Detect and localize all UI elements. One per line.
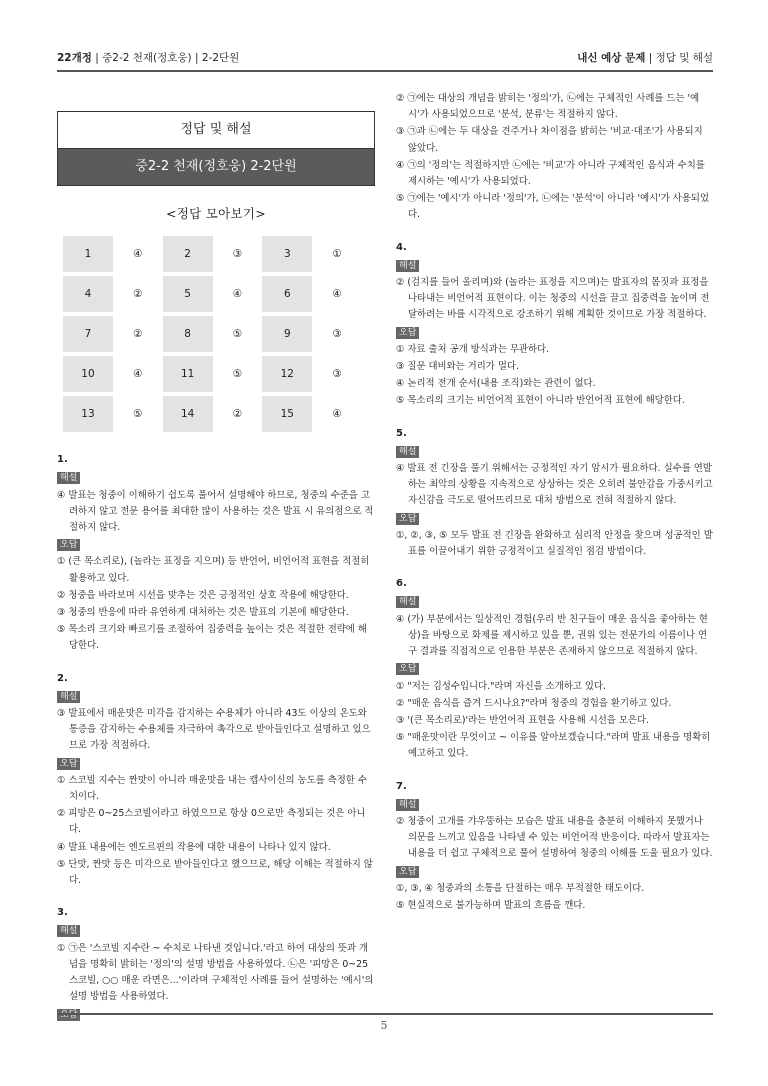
question-number-cell: 4 — [63, 274, 113, 314]
answer-row — [63, 354, 362, 394]
question-number: 3. — [57, 907, 68, 919]
answer-cell: ⑤ — [213, 314, 263, 354]
footer-divider — [57, 1013, 713, 1015]
answer-cell: ① — [312, 236, 362, 274]
answer-cell: ⑤ — [113, 394, 163, 434]
question-number-cell: 6 — [262, 274, 312, 314]
section-tag: 해설 — [396, 446, 419, 458]
header-section: 내신 예상 문제 — [577, 52, 646, 64]
header-edition: 22개정 — [57, 52, 92, 64]
answer-cell: ④ — [113, 354, 163, 394]
section-tag: 오답 — [396, 663, 419, 675]
question-number: 2. — [57, 672, 68, 684]
section-tag: 오답 — [396, 513, 419, 525]
explanation-item: ② (검지를 들어 올리며)와 (놀라는 표정을 지으며)는 발표자의 몸짓과 표정을 나타내는 비언어적 표현이다. 이는 청중의 시선을 끌고 집중력을 높이며 전달하려는 바를 시각적으로 강조하기 위해 계획한 것이므로 가장 적절하다. — [396, 277, 710, 321]
answer-cell: ④ — [312, 394, 362, 434]
page-header — [57, 48, 713, 70]
section-tag: 오답 — [57, 758, 80, 770]
explanation-item: ① (큰 목소리로), (놀라는 표정을 지으며) 등 반언어, 비언어적 표현을 적절히 활용하고 있다. — [57, 556, 370, 584]
question-number-cell: 14 — [163, 394, 213, 434]
summary-title: <정답 모아보기> — [165, 206, 267, 221]
explanation-item: ⑤ 단맛, 짠맛 등은 미각으로 받아들인다고 했으므로, 해당 이해는 적절하지 않다. — [57, 858, 373, 887]
q3-continuation — [396, 91, 714, 224]
header-course: | 중2-2 천재(정호웅) | 2-2단원 — [91, 52, 240, 64]
section-tag: 해설 — [396, 799, 419, 811]
question-number: 7. — [396, 780, 407, 792]
question-number-cell: 2 — [163, 236, 213, 274]
question-number: 1. — [57, 454, 68, 466]
answer-cell: ③ — [213, 236, 263, 274]
explanation-item: ① "저는 김성수입니다."라며 자신을 소개하고 있다. — [396, 680, 606, 692]
right-column — [396, 90, 714, 915]
answer-cell: ⑤ — [213, 354, 263, 394]
explanation-item: ⑤ 목소리 크기와 빠르기를 조절하여 집중력을 높이는 것은 적절한 전략에 해당한다. — [57, 624, 367, 652]
answer-cell: ④ — [312, 274, 362, 314]
explanation-item: ④ 발표 내용에는 엔도르핀의 작용에 대한 내용이 나타나 있지 않다. — [57, 841, 331, 853]
question-number-cell: 10 — [63, 354, 113, 394]
explanation-item: ④ 발표는 청중이 이해하기 쉽도록 풀어서 설명해야 하므로, 청중의 수준을 고려하지 않고 전문 용어를 최대한 많이 사용하는 것은 발표 시 유의점으로 적절하지 않다. — [57, 489, 374, 534]
left-column — [57, 84, 375, 1023]
explanation-item: ① 자료 출처 공개 방식과는 무관하다. — [396, 343, 550, 355]
question-explanation — [396, 240, 714, 410]
explanation-item: ④ 발표 전 긴장을 풀기 위해서는 긍정적인 자기 암시가 필요하다. 실수를 연발하는 최악의 상황을 지속적으로 상상하는 것은 오히려 불안감을 가중시키고 자신감을 극도로 떨어뜨리므로 대처 방법으로 전혀 적절하지 않다. — [396, 463, 713, 507]
section-tag: 해설 — [57, 472, 80, 484]
question-number: 5. — [396, 427, 407, 439]
question-number-cell: 15 — [262, 394, 312, 434]
explanation-item: ① ㉠은 '스코빌 지수란 ~ 수치로 나타낸 것입니다.'라고 하여 대상의 뜻과 개념을 명확히 밝히는 '정의'의 설명 방법을 사용하였다. ㉡은 '피망은 0~25스코빌, ○○ 매운 라면은...'이라며 구체적인 사례를 들어 설명하는 '예시'의 설명 방법을 사용하였다. — [57, 942, 374, 1003]
explanation-item: ④ ㉠의 '정의'는 적절하지만 ㉡에는 '비교'가 아니라 구체적인 음식과 수치를 제시하는 '예시'가 사용되었다. — [396, 159, 705, 188]
explanation-item: ② 피망은 0~25스코빌이라고 하였으므로 항상 0으로만 측정되는 것은 아니다. — [57, 808, 366, 836]
section-tag: 해설 — [57, 691, 80, 703]
explanation-item: ① 스코빌 지수는 짠맛이 아니라 매운맛을 내는 캡사이신의 농도를 측정한 수치이다. — [57, 774, 367, 803]
right-questions — [396, 240, 714, 915]
header-left — [57, 50, 239, 65]
explanation-item: ③ 발표에서 매운맛은 미각을 감지하는 수용체가 아니라 43도 이상의 온도와 통증을 감지하는 수용체를 자극하여 촉각으로 받아들인다고 설명하고 있으므로 가장 적절하다. — [57, 708, 371, 752]
section-tag: 해설 — [396, 260, 419, 272]
header-subsection: | 정답 및 해설 — [645, 52, 713, 64]
question-number: 6. — [396, 578, 407, 590]
answer-cell: ② — [213, 394, 263, 434]
explanation-item: ④ (가) 부분에서는 일상적인 경험(우리 반 친구들이 매운 음식을 좋아하는 현상)을 바탕으로 화제를 제시하고 있을 뿐, 권위 있는 전문가의 이름이나 연구 결과를 직접적으로 인용한 부분은 존재하지 않으므로 적절하지 않다. — [396, 613, 708, 658]
section-tag: 해설 — [396, 596, 419, 608]
answer-row — [63, 236, 362, 274]
left-questions — [57, 452, 375, 1023]
question-number-cell: 9 — [262, 314, 312, 354]
header-divider — [57, 70, 713, 72]
answer-row — [63, 394, 362, 434]
section-tag: 오답 — [57, 539, 80, 551]
question-number-cell: 1 — [63, 236, 113, 274]
explanation-item: ⑤ 목소리의 크기는 비언어적 표현이 아니라 반언어적 표현에 해당한다. — [396, 395, 685, 407]
question-number-cell: 7 — [63, 314, 113, 354]
section-tag: 오답 — [396, 866, 419, 878]
answer-cell: ③ — [312, 314, 362, 354]
explanation-item: ①, ③, ④ 청중과의 소통을 단절하는 매우 부적절한 태도이다. — [396, 882, 645, 894]
title-band: 중2-2 천재(정호웅) 2-2단원 — [57, 149, 375, 186]
question-number: 4. — [396, 241, 407, 253]
page-number: 5 — [380, 1019, 388, 1032]
explanation-item: ⑤ ㉠에는 '예시'가 아니라 '정의'가, ㉡에는 '분석'이 아니라 '예시'가 사용되었다. — [396, 193, 710, 221]
answer-table — [63, 236, 362, 436]
explanation-item: ② 청중이 고개를 갸우뚱하는 모습은 발표 내용을 충분히 이해하지 못했거나 의문을 느끼고 있음을 나타낼 수 있는 비언어적 반응이다. 따라서 발표자는 내용을 더 쉽고 구체적으로 풀어 설명하여 청중의 이해를 도울 필요가 있다. — [396, 815, 713, 860]
answer-cell: ③ — [312, 354, 362, 394]
question-number-cell: 5 — [163, 274, 213, 314]
answer-row — [63, 274, 362, 314]
question-explanation — [57, 905, 375, 1022]
explanation-item: ④ 논리적 전개 순서(내용 조직)와는 관련이 없다. — [396, 378, 596, 390]
question-explanation — [57, 452, 375, 654]
question-number-cell: 13 — [63, 394, 113, 434]
question-number-cell: 8 — [163, 314, 213, 354]
header-right — [577, 50, 713, 65]
explanation-item: ③ '(큰 목소리로)'라는 반언어적 표현을 사용해 시선을 모은다. — [396, 714, 650, 726]
question-number-cell: 3 — [262, 236, 312, 274]
explanation-item: ② ㉠에는 대상의 개념을 밝히는 '정의'가, ㉡에는 구체적인 사례를 드는 '예시'가 사용되었으므로 '분석, 분류'는 적절하지 않다. — [396, 93, 700, 121]
explanation-item: ①, ②, ③, ⑤ 모두 발표 전 긴장을 완화하고 심리적 안정을 찾으며 성공적인 발표를 이끌어내기 위한 긍정적이고 실질적인 점검 방법이다. — [396, 529, 713, 558]
explanation-item: ② 청중을 바라보며 시선을 맞추는 것은 긍정적인 상호 작용에 해당한다. — [57, 589, 349, 601]
section-tag: 오답 — [396, 327, 419, 339]
answer-cell: ④ — [113, 236, 163, 274]
question-explanation — [396, 779, 714, 915]
answer-row — [63, 314, 362, 354]
answer-cell: ④ — [213, 274, 263, 314]
explanation-item: ③ 질문 대비와는 거리가 멀다. — [396, 361, 519, 373]
question-explanation — [57, 671, 375, 890]
explanation-item: ③ 청중의 반응에 따라 유연하게 대처하는 것은 발표의 기본에 해당한다. — [57, 607, 349, 619]
explanation-item: ⑤ "매운맛이란 무엇이고 ~ 이유를 알아보겠습니다."라며 발표 내용을 명확히 예고하고 있다. — [396, 732, 711, 760]
question-number-cell: 12 — [262, 354, 312, 394]
section-tag: 해설 — [57, 925, 80, 937]
answer-cell: ② — [113, 314, 163, 354]
explanation-item: ② "매운 음식을 즐겨 드시나요?"라며 청중의 경험을 환기하고 있다. — [396, 697, 672, 709]
answer-cell: ② — [113, 274, 163, 314]
question-number-cell: 11 — [163, 354, 213, 394]
explanation-item: ⑤ 현실적으로 불가능하며 발표의 흐름을 깬다. — [396, 899, 586, 911]
title-box: 정답 및 해설 — [57, 111, 375, 149]
question-explanation — [396, 576, 714, 762]
question-explanation — [396, 426, 714, 561]
explanation-item: ③ ㉠과 ㉡에는 두 대상을 견주거나 차이점을 밝히는 '비교·대조'가 사용되지 않았다. — [396, 126, 703, 154]
